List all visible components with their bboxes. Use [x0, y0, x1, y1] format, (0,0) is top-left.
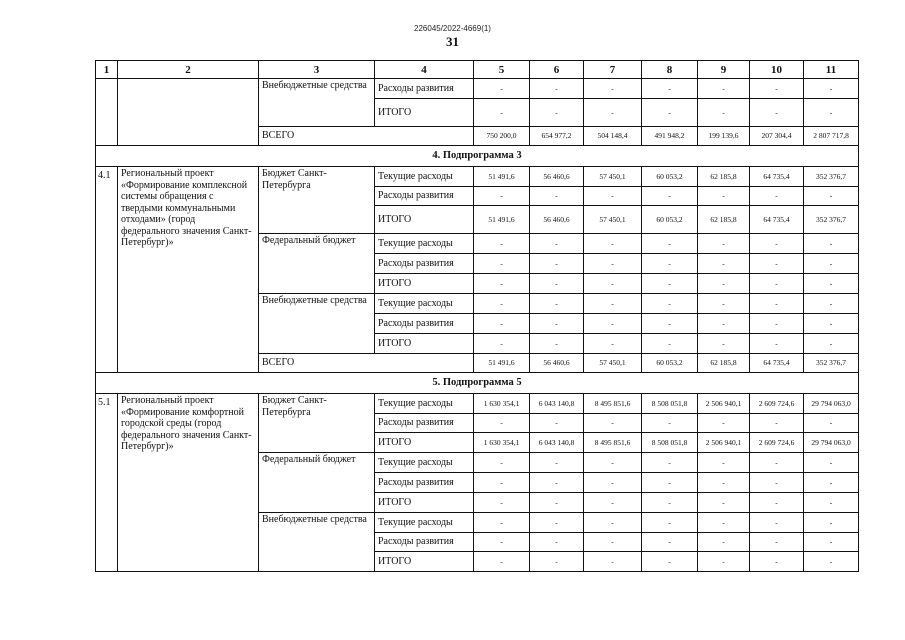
value-cell: -	[698, 294, 750, 314]
value-cell: 62 185,8	[698, 167, 750, 187]
value-cell: -	[698, 274, 750, 294]
column-number: 4	[375, 61, 474, 79]
value-cell: -	[804, 234, 859, 254]
value-cell: 51 491,6	[474, 206, 530, 234]
table-row	[96, 167, 859, 187]
value-cell: -	[530, 473, 584, 493]
value-cell: -	[584, 334, 642, 354]
value-cell: -	[804, 274, 859, 294]
value-cell: 2 609 724,6	[750, 433, 804, 453]
value-cell: 352 376,7	[804, 167, 859, 187]
total-label: ВСЕГО	[259, 127, 474, 146]
value-cell: 60 053,2	[642, 206, 698, 234]
value-cell: -	[474, 453, 530, 473]
value-cell: -	[698, 533, 750, 552]
value-cell: -	[530, 453, 584, 473]
column-number: 2	[118, 61, 259, 79]
expense-type: Текущие расходы	[375, 394, 474, 414]
expense-type: Расходы развития	[375, 254, 474, 274]
value-cell: -	[804, 453, 859, 473]
budget-table	[95, 60, 859, 572]
project-cell	[118, 79, 259, 146]
funding-source: Федеральный бюджет	[259, 234, 375, 294]
funding-source: Внебюджетные средства	[259, 79, 375, 127]
value-cell: -	[642, 453, 698, 473]
value-cell: 8 495 851,6	[584, 394, 642, 414]
value-cell: 57 450,1	[584, 167, 642, 187]
section-title: 4. Подпрограмма 3	[96, 146, 859, 167]
value-cell: -	[698, 234, 750, 254]
total-label: ВСЕГО	[259, 354, 474, 373]
value-cell: -	[584, 254, 642, 274]
value-cell: -	[698, 493, 750, 513]
value-cell: 64 735,4	[750, 354, 804, 373]
value-cell: -	[750, 493, 804, 513]
value-cell: -	[698, 453, 750, 473]
value-cell: -	[804, 79, 859, 99]
document-id: 226045/2022-4669(1)	[414, 24, 491, 33]
expense-type: ИТОГО	[375, 433, 474, 453]
value-cell: 2 506 940,1	[698, 433, 750, 453]
expense-type: Текущие расходы	[375, 294, 474, 314]
value-cell: -	[530, 274, 584, 294]
value-cell: 352 376,7	[804, 206, 859, 234]
value-cell: -	[698, 314, 750, 334]
value-cell: -	[584, 552, 642, 572]
value-cell: -	[804, 552, 859, 572]
expense-type: Текущие расходы	[375, 234, 474, 254]
value-cell: -	[698, 414, 750, 433]
value-cell: -	[750, 473, 804, 493]
project-name: Региональный проект «Формирование комфортной городской среды (город федерального значения Санкт-Петербург)»	[118, 394, 259, 572]
funding-source: Внебюджетные средства	[259, 294, 375, 354]
value-cell: 56 460,6	[530, 206, 584, 234]
value-cell: 1 630 354,1	[474, 433, 530, 453]
expense-type: Расходы развития	[375, 79, 474, 99]
value-cell: -	[530, 79, 584, 99]
value-cell: -	[642, 533, 698, 552]
section-title: 5. Подпрограмма 5	[96, 373, 859, 394]
value-cell: -	[698, 187, 750, 206]
value-cell: -	[474, 513, 530, 533]
value-cell: -	[584, 99, 642, 127]
header-row	[96, 61, 859, 79]
value-cell: -	[584, 414, 642, 433]
column-number: 7	[584, 61, 642, 79]
value-cell: 57 450,1	[584, 354, 642, 373]
value-cell: -	[584, 493, 642, 513]
value-cell: 504 148,4	[584, 127, 642, 146]
value-cell: -	[750, 533, 804, 552]
value-cell: -	[530, 513, 584, 533]
value-cell: -	[530, 187, 584, 206]
value-cell: -	[750, 314, 804, 334]
value-cell: -	[804, 254, 859, 274]
value-cell: 29 794 063,0	[804, 394, 859, 414]
value-cell: -	[642, 414, 698, 433]
value-cell: -	[804, 473, 859, 493]
table-row	[96, 79, 859, 99]
value-cell: -	[804, 414, 859, 433]
value-cell: -	[750, 234, 804, 254]
value-cell: -	[474, 234, 530, 254]
value-cell: -	[698, 334, 750, 354]
value-cell: 29 794 063,0	[804, 433, 859, 453]
value-cell: -	[474, 533, 530, 552]
value-cell: -	[642, 473, 698, 493]
value-cell: -	[530, 254, 584, 274]
funding-source: Бюджет Санкт-Петербурга	[259, 167, 375, 234]
value-cell: -	[474, 274, 530, 294]
value-cell: -	[750, 99, 804, 127]
expense-type: ИТОГО	[375, 552, 474, 572]
value-cell: -	[474, 314, 530, 334]
expense-type: ИТОГО	[375, 334, 474, 354]
value-cell: 56 460,6	[530, 354, 584, 373]
value-cell: -	[750, 294, 804, 314]
value-cell: -	[642, 187, 698, 206]
value-cell: 6 043 140,8	[530, 394, 584, 414]
value-cell: -	[642, 274, 698, 294]
value-cell: 8 508 051,8	[642, 433, 698, 453]
value-cell: 1 630 354,1	[474, 394, 530, 414]
expense-type: ИТОГО	[375, 206, 474, 234]
value-cell: -	[474, 414, 530, 433]
value-cell: -	[474, 294, 530, 314]
value-cell: 654 977,2	[530, 127, 584, 146]
value-cell: -	[804, 99, 859, 127]
value-cell: 62 185,8	[698, 354, 750, 373]
section-header-row	[96, 373, 859, 394]
expense-type: ИТОГО	[375, 493, 474, 513]
value-cell: -	[750, 254, 804, 274]
expense-type: Текущие расходы	[375, 167, 474, 187]
value-cell: -	[474, 187, 530, 206]
value-cell: 51 491,6	[474, 354, 530, 373]
item-index: 4.1	[96, 167, 118, 373]
value-cell: 2 807 717,8	[804, 127, 859, 146]
value-cell: -	[530, 99, 584, 127]
value-cell: -	[642, 513, 698, 533]
expense-type: ИТОГО	[375, 274, 474, 294]
column-number: 9	[698, 61, 750, 79]
value-cell: 6 043 140,8	[530, 433, 584, 453]
value-cell: -	[804, 493, 859, 513]
column-number: 3	[259, 61, 375, 79]
column-number: 1	[96, 61, 118, 79]
value-cell: 207 304,4	[750, 127, 804, 146]
value-cell: 2 506 940,1	[698, 394, 750, 414]
value-cell: 199 139,6	[698, 127, 750, 146]
value-cell: -	[804, 533, 859, 552]
column-number: 6	[530, 61, 584, 79]
value-cell: 60 053,2	[642, 354, 698, 373]
value-cell: -	[584, 473, 642, 493]
value-cell: -	[698, 513, 750, 533]
value-cell: -	[750, 414, 804, 433]
value-cell: -	[642, 334, 698, 354]
value-cell: 57 450,1	[584, 206, 642, 234]
value-cell: -	[474, 99, 530, 127]
page-number: 31	[446, 34, 459, 49]
index-cell	[96, 79, 118, 146]
value-cell: 8 508 051,8	[642, 394, 698, 414]
value-cell: -	[698, 473, 750, 493]
value-cell: -	[474, 493, 530, 513]
value-cell: -	[530, 493, 584, 513]
column-number: 5	[474, 61, 530, 79]
value-cell: -	[750, 552, 804, 572]
column-number: 8	[642, 61, 698, 79]
value-cell: -	[642, 254, 698, 274]
value-cell: -	[474, 334, 530, 354]
value-cell: -	[642, 314, 698, 334]
value-cell: -	[750, 187, 804, 206]
value-cell: -	[642, 294, 698, 314]
value-cell: -	[698, 552, 750, 572]
value-cell: 491 948,2	[642, 127, 698, 146]
value-cell: -	[530, 334, 584, 354]
value-cell: -	[642, 79, 698, 99]
value-cell: 750 200,0	[474, 127, 530, 146]
expense-type: Расходы развития	[375, 533, 474, 552]
value-cell: -	[584, 294, 642, 314]
value-cell: -	[530, 294, 584, 314]
value-cell: -	[584, 274, 642, 294]
value-cell: -	[750, 274, 804, 294]
expense-type: ИТОГО	[375, 99, 474, 127]
value-cell: -	[584, 513, 642, 533]
expense-type: Расходы развития	[375, 314, 474, 334]
value-cell: -	[804, 294, 859, 314]
value-cell: -	[804, 187, 859, 206]
expense-type: Текущие расходы	[375, 453, 474, 473]
value-cell: -	[804, 513, 859, 533]
value-cell: -	[530, 414, 584, 433]
project-name: Региональный проект «Формирование комплексной системы обращения с твердыми коммунальными отходами» (город федерального значения Санкт-Петербург)»	[118, 167, 259, 373]
funding-source: Федеральный бюджет	[259, 453, 375, 513]
section-header-row	[96, 146, 859, 167]
value-cell: -	[474, 552, 530, 572]
value-cell: -	[474, 254, 530, 274]
value-cell: -	[584, 533, 642, 552]
value-cell: -	[804, 314, 859, 334]
value-cell: -	[530, 533, 584, 552]
value-cell: -	[584, 234, 642, 254]
column-number: 11	[804, 61, 859, 79]
value-cell: -	[804, 334, 859, 354]
value-cell: -	[584, 314, 642, 334]
value-cell: -	[584, 187, 642, 206]
funding-source: Бюджет Санкт-Петербурга	[259, 394, 375, 453]
value-cell: -	[698, 99, 750, 127]
value-cell: -	[584, 453, 642, 473]
value-cell: 64 735,4	[750, 206, 804, 234]
value-cell: 2 609 724,6	[750, 394, 804, 414]
value-cell: -	[642, 552, 698, 572]
expense-type: Расходы развития	[375, 414, 474, 433]
value-cell: -	[530, 314, 584, 334]
value-cell: -	[750, 453, 804, 473]
value-cell: 56 460,6	[530, 167, 584, 187]
column-number: 10	[750, 61, 804, 79]
table-row	[96, 394, 859, 414]
expense-type: Расходы развития	[375, 187, 474, 206]
value-cell: -	[750, 79, 804, 99]
value-cell: 60 053,2	[642, 167, 698, 187]
value-cell: -	[530, 552, 584, 572]
value-cell: -	[530, 234, 584, 254]
expense-type: Текущие расходы	[375, 513, 474, 533]
expense-type: Расходы развития	[375, 473, 474, 493]
value-cell: -	[750, 334, 804, 354]
value-cell: 352 376,7	[804, 354, 859, 373]
value-cell: -	[698, 254, 750, 274]
funding-source: Внебюджетные средства	[259, 513, 375, 572]
value-cell: -	[750, 513, 804, 533]
value-cell: -	[698, 79, 750, 99]
value-cell: -	[642, 99, 698, 127]
value-cell: -	[584, 79, 642, 99]
value-cell: -	[474, 79, 530, 99]
value-cell: -	[642, 234, 698, 254]
value-cell: 62 185,8	[698, 206, 750, 234]
item-index: 5.1	[96, 394, 118, 572]
value-cell: 8 495 851,6	[584, 433, 642, 453]
value-cell: 51 491,6	[474, 167, 530, 187]
value-cell: 64 735,4	[750, 167, 804, 187]
value-cell: -	[642, 493, 698, 513]
value-cell: -	[474, 473, 530, 493]
